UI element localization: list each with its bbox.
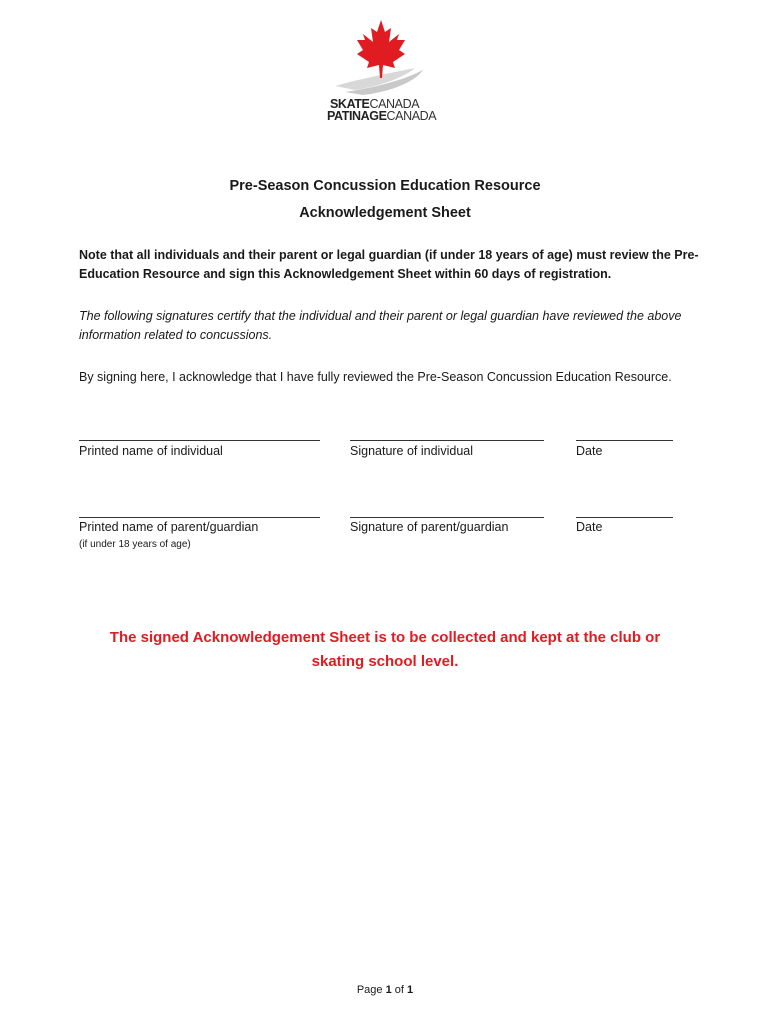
printed-name-guardian-field[interactable] [79, 517, 320, 518]
printed-name-individual-field[interactable] [79, 440, 320, 441]
certification-statement: The following signatures certify that the individual and their parent or legal guardian have reviewed the above information related to concussions. [79, 309, 682, 342]
date-individual-label: Date [576, 444, 603, 458]
date-guardian-field[interactable] [576, 517, 673, 518]
document-subtitle: Acknowledgement Sheet [299, 205, 471, 221]
signature-individual-label: Signature of individual [350, 444, 473, 458]
maple-leaf-icon [325, 18, 450, 98]
signature-guardian-label: Signature of parent/guardian [350, 520, 509, 534]
signature-individual-field[interactable] [350, 440, 544, 441]
logo-text-line2: PATINAGECANADA [327, 109, 437, 123]
printed-name-guardian-label: Printed name of parent/guardian [79, 520, 259, 534]
document-title: Pre-Season Concussion Education Resource [229, 178, 541, 194]
logo-text-line1: SKATECANADA [330, 97, 420, 111]
page-number: Page 1 of 1 [356, 984, 414, 996]
date-individual-field[interactable] [576, 440, 673, 441]
signature-guardian-field[interactable] [350, 517, 544, 518]
acknowledgement-statement: By signing here, I acknowledge that I have fully reviewed the Pre-Season Concussion Education Resource. [79, 370, 672, 384]
date-guardian-label: Date [576, 520, 603, 534]
guardian-age-note: (if under 18 years of age) [79, 539, 191, 550]
review-requirement-note: Note that all individuals and their parent or legal guardian (if under 18 years of age) must review the Pre-Education Resource and sign this Acknowledgement Sheet within 60 days of registration. [79, 248, 699, 281]
collection-instruction: The signed Acknowledgement Sheet is to be collected and kept at the club or skating school level. [109, 629, 661, 670]
printed-name-individual-label: Printed name of individual [79, 444, 223, 458]
skate-canada-logo [325, 18, 450, 123]
